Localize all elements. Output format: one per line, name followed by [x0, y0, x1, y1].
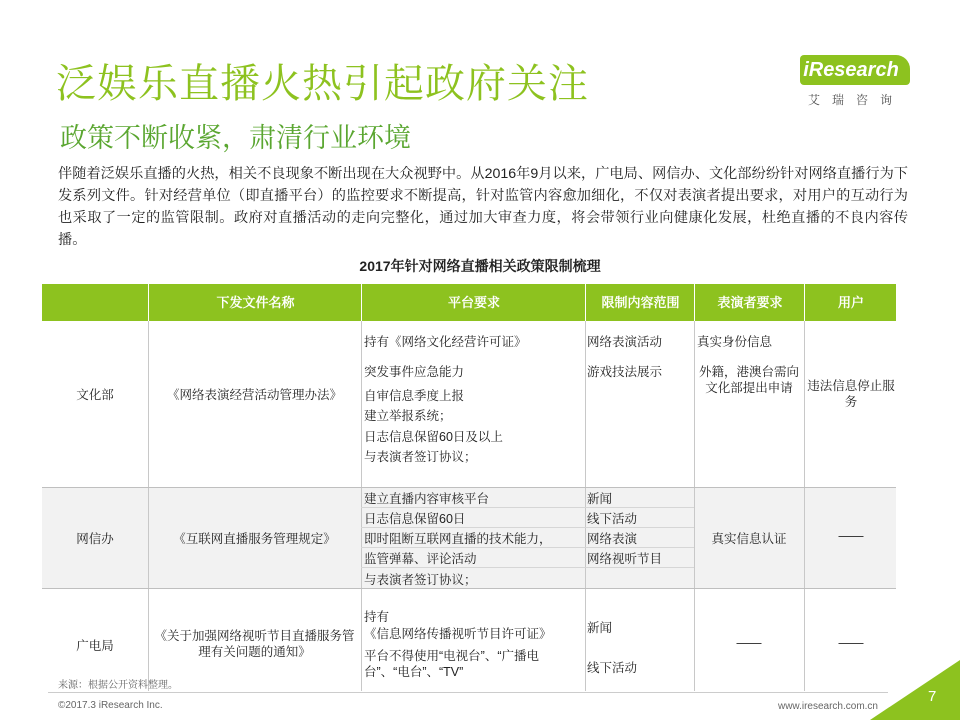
platform-item: 建立直播内容审核平台 — [364, 492, 490, 506]
platform-item: 《信息网络传播视听节目许可证》 — [364, 627, 552, 641]
row-divider — [42, 588, 896, 589]
page-subtitle: 政策不断收紧，肃清行业环境 — [60, 123, 411, 153]
platform-item: 与表演者签订协议； — [364, 450, 477, 464]
table-title: 2017年针对网络直播相关政策限制梳理 — [359, 258, 601, 274]
platform-item: 突发事件应急能力 — [364, 365, 465, 379]
scope-item: 线下活动 — [587, 661, 638, 675]
website-link[interactable]: www.iresearch.com.cn — [777, 701, 878, 712]
logo-chinese: 艾瑞咨询 — [807, 93, 904, 107]
scope-item: 网络视听节目 — [587, 552, 663, 566]
scope-item: 游戏技法展示 — [587, 365, 663, 379]
scope-item: 网络表演活动 — [587, 335, 663, 349]
performer-item: 真实身份信息 — [697, 335, 773, 349]
sub-divider — [361, 567, 694, 568]
row-dept: 广电局 — [76, 639, 114, 653]
row-dept: 网信办 — [76, 532, 114, 546]
column-divider — [148, 321, 149, 691]
source-note: 来源：根据公开资料整理。 — [58, 680, 178, 691]
platform-item: 持有《网络文化经营许可证》 — [364, 335, 527, 349]
row-divider — [42, 487, 896, 488]
performer-item: —— — [736, 636, 762, 650]
scope-item: 新闻 — [587, 621, 613, 635]
row-user: —— — [838, 529, 864, 543]
scope-item: 新闻 — [587, 492, 613, 506]
sub-divider — [361, 527, 694, 528]
logo-brand: iResearch — [803, 59, 899, 81]
platform-item: 即时阻断互联网直播的技术能力， — [364, 532, 552, 546]
scope-item: 线下活动 — [587, 512, 638, 526]
platform-item: 监管弹幕、评论活动 — [364, 552, 477, 566]
intro-paragraph: 伴随着泛娱乐直播的火热，相关不良现象不断出现在大众视野中。从2016年9月以来，广电局、网信办、文化部纷纷针对网络直播行为下发系列文件。针对经营单位（即直播平台）的监控要求不断提高，针对监管内容愈加细化，不仅对表演者提出要求，对用户的互动行为也采取了一定的监管限制。政府对直播活动的走向完整化，通过加大审查力度，将会带领行业向健康化发展，杜绝直播的不良内容传播。 — [58, 166, 908, 248]
column-divider — [585, 321, 586, 691]
platform-item: 平台不得使用“电视台”、“广播电台”、“电台”、“TV” — [364, 649, 539, 679]
row-document: 《互联网直播服务管理规定》 — [173, 532, 336, 546]
header-performer: 表演者要求 — [694, 284, 805, 321]
iresearch-logo — [790, 55, 918, 107]
header-user: 用户 — [804, 284, 897, 321]
row-document: 《网络表演经营活动管理办法》 — [166, 388, 342, 402]
row-user: —— — [838, 636, 864, 650]
header-platform: 平台要求 — [361, 284, 586, 321]
platform-item: 与表演者签订协议； — [364, 573, 477, 587]
platform-item: 日志信息保留60日 — [364, 512, 466, 526]
platform-item: 自审信息季度上报 — [364, 389, 465, 403]
row-user: 违法信息停止服务 — [807, 379, 895, 409]
header-dept — [42, 284, 148, 321]
table-header — [42, 284, 896, 321]
footer-divider — [48, 692, 888, 693]
platform-item: 持有 — [364, 610, 390, 624]
column-divider — [804, 321, 805, 691]
header-document: 下发文件名称 — [148, 284, 362, 321]
page-number: 7 — [928, 688, 937, 705]
platform-item: 日志信息保留60日及以上 — [364, 430, 503, 444]
platform-item: 建立举报系统； — [364, 409, 452, 423]
header-scope: 限制内容范围 — [585, 284, 695, 321]
page-corner — [870, 660, 960, 720]
sub-divider — [361, 507, 694, 508]
performer-item: 外籍，港澳台需向文化部提出申请 — [698, 365, 799, 395]
copyright: ©2017.3 iResearch Inc. — [58, 700, 163, 711]
page-title: 泛娱乐直播火热引起政府关注 — [56, 62, 589, 106]
scope-item: 网络表演 — [587, 532, 638, 546]
performer-item: 真实信息认证 — [711, 532, 787, 546]
row-document: 《关于加强网络视听节目直播服务管理有关问题的通知》 — [154, 629, 355, 659]
row-dept: 文化部 — [76, 388, 114, 402]
sub-divider — [361, 547, 694, 548]
column-divider — [361, 321, 362, 691]
